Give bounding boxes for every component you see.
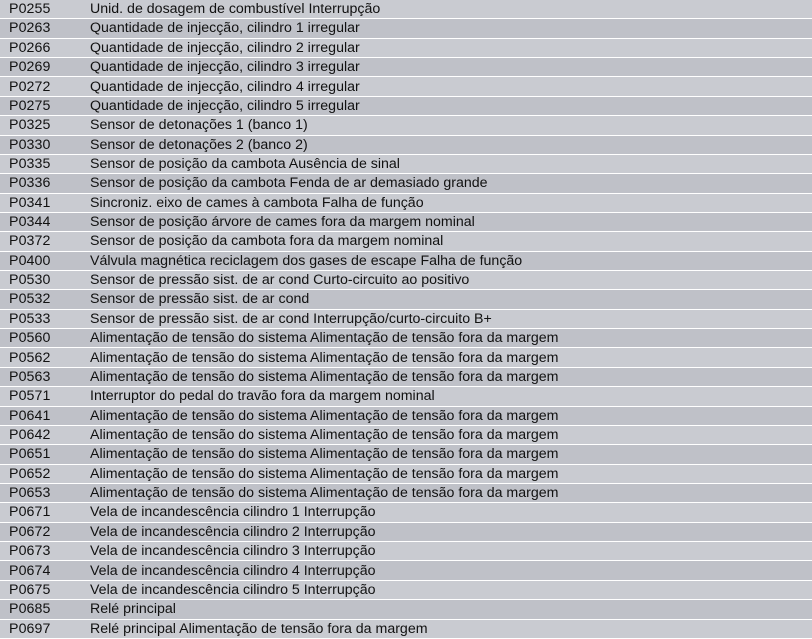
fault-code: P0672: [9, 523, 51, 540]
fault-code: P0330: [9, 136, 51, 153]
fault-code: P0266: [9, 39, 51, 56]
table-row: [0, 0, 812, 19]
fault-code: P0641: [9, 407, 51, 424]
fault-description: Relé principal: [90, 602, 176, 617]
fault-description: Sensor de pressão sist. de ar cond Curto-circuito ao positivo: [90, 273, 470, 288]
table-row: [0, 329, 812, 348]
fault-code: P0263: [9, 20, 51, 37]
fault-code: P0335: [9, 155, 51, 172]
fault-description: Vela de incandescência cilindro 3 Interrupção: [90, 544, 376, 559]
table-row: [0, 348, 812, 367]
table-row: [0, 97, 812, 116]
table-row: [0, 116, 812, 135]
fault-description: Válvula magnética reciclagem dos gases de escape Falha de função: [90, 253, 523, 268]
fault-code: P0372: [9, 233, 51, 250]
table-row: [0, 407, 812, 426]
fault-code: P0275: [9, 97, 51, 114]
table-row: [0, 213, 812, 232]
table-row: [0, 194, 812, 213]
fault-description: Vela de incandescência cilindro 4 Interrupção: [90, 563, 376, 578]
table-row: [0, 620, 812, 639]
table-row: [0, 310, 812, 329]
table-row: [0, 39, 812, 58]
fault-code: P0653: [9, 485, 51, 502]
fault-code: P0673: [9, 543, 51, 560]
fault-code: P0272: [9, 78, 51, 95]
table-row: [0, 368, 812, 387]
fault-description: Vela de incandescência cilindro 2 Interrupção: [90, 524, 376, 539]
table-row: [0, 523, 812, 542]
fault-description: Quantidade de injecção, cilindro 1 irregular: [90, 21, 360, 36]
fault-code: P0563: [9, 368, 51, 385]
table-row: [0, 600, 812, 619]
table-row: [0, 58, 812, 77]
fault-description: Sensor de detonações 2 (banco 2): [90, 137, 308, 152]
fault-description: Sensor de detonações 1 (banco 1): [90, 118, 308, 133]
fault-code: P0671: [9, 504, 51, 521]
table-row: [0, 561, 812, 580]
table-row: [0, 387, 812, 406]
fault-code: P0532: [9, 291, 51, 308]
fault-code: P0400: [9, 252, 51, 269]
fault-description: Alimentação de tensão do sistema Alimentação de tensão fora da margem: [90, 350, 559, 365]
table-row: [0, 77, 812, 96]
fault-description: Alimentação de tensão do sistema Alimentação de tensão fora da margem: [90, 427, 559, 443]
fault-description: Quantidade de injecção, cilindro 2 irregular: [90, 40, 360, 55]
fault-description: Sensor de pressão sist. de ar cond: [90, 292, 310, 307]
fault-description: Interruptor do pedal do travão fora da margem nominal: [90, 389, 435, 404]
fault-code: P0325: [9, 117, 51, 134]
table-row: [0, 252, 812, 271]
fault-description: Sensor de posição da cambota Ausência de sinal: [90, 156, 400, 172]
fault-code: P0336: [9, 175, 51, 192]
fault-code: P0652: [9, 465, 51, 482]
fault-description: Alimentação de tensão do sistema Alimentação de tensão fora da margem: [90, 369, 559, 385]
fault-description: Alimentação de tensão do sistema Alimentação de tensão fora da margem: [90, 408, 559, 423]
fault-description: Vela de incandescência cilindro 1 Interrupção: [90, 505, 376, 520]
table-row: [0, 155, 812, 174]
table-row: [0, 581, 812, 600]
table-row: [0, 465, 812, 484]
fault-description: Alimentação de tensão do sistema Alimentação de tensão fora da margem: [90, 447, 559, 462]
fault-code: P0562: [9, 349, 51, 366]
fault-description: Sincroniz. eixo de cames à cambota Falha de função: [90, 195, 424, 210]
fault-code: P0344: [9, 214, 51, 231]
fault-description: Alimentação de tensão do sistema Alimentação de tensão fora da margem: [90, 331, 559, 346]
fault-description: Sensor de posição árvore de cames fora da margem nominal: [90, 215, 475, 230]
fault-code: P0697: [9, 620, 51, 637]
fault-description: Sensor de pressão sist. de ar cond Interrupção/curto-circuito B+: [90, 311, 492, 327]
fault-code: P0530: [9, 272, 51, 289]
table-row: [0, 174, 812, 193]
fault-code: P0560: [9, 330, 51, 347]
fault-description: Sensor de posição da cambota fora da margem nominal: [90, 234, 444, 249]
fault-description: Relé principal Alimentação de tensão fora da margem: [90, 621, 428, 636]
table-row: [0, 271, 812, 290]
table-row: [0, 503, 812, 522]
fault-code: P0642: [9, 426, 51, 443]
fault-description: Quantidade de injecção, cilindro 3 irregular: [90, 60, 360, 75]
fault-code: P0674: [9, 562, 51, 579]
fault-description: Vela de incandescência cilindro 5 Interrupção: [90, 582, 376, 598]
fault-description: Alimentação de tensão do sistema Alimentação de tensão fora da margem: [90, 466, 559, 481]
fault-description: Sensor de posição da cambota Fenda de ar demasiado grande: [90, 176, 488, 191]
table-row: [0, 445, 812, 464]
fault-code: P0651: [9, 446, 51, 463]
fault-code: P0533: [9, 310, 51, 327]
fault-code: P0571: [9, 388, 51, 405]
table-row: [0, 19, 812, 38]
fault-code: P0341: [9, 194, 51, 211]
fault-code: P0675: [9, 581, 51, 598]
fault-code: P0255: [9, 1, 51, 18]
table-row: [0, 484, 812, 503]
fault-code: P0269: [9, 59, 51, 76]
fault-description: Quantidade de injecção, cilindro 5 irregular: [90, 98, 360, 114]
fault-description: Quantidade de injecção, cilindro 4 irregular: [90, 79, 360, 94]
fault-description: Unid. de dosagem de combustível Interrupção: [90, 2, 381, 17]
table-row: [0, 426, 812, 445]
fault-code: P0685: [9, 601, 51, 618]
table-row: [0, 542, 812, 561]
table-row: [0, 232, 812, 251]
table-row: [0, 290, 812, 309]
table-row: [0, 136, 812, 155]
fault-description: Alimentação de tensão do sistema Alimentação de tensão fora da margem: [90, 486, 559, 501]
